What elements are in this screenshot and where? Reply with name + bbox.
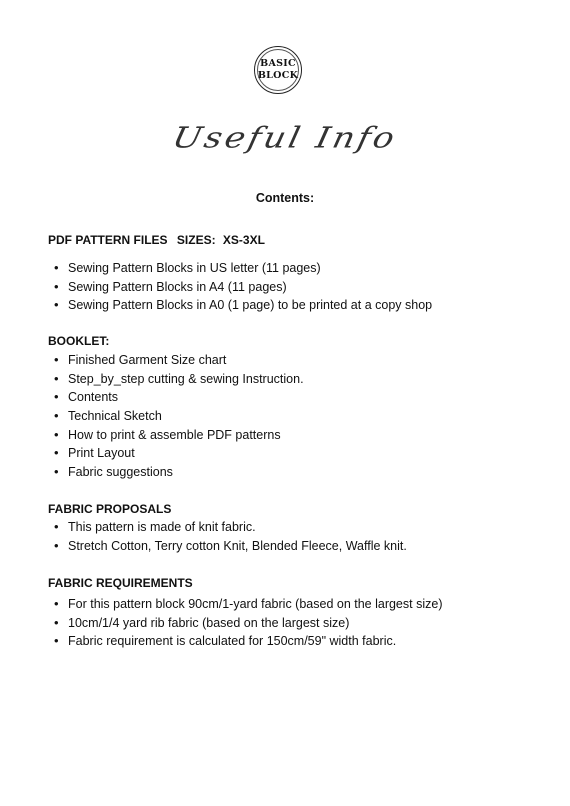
pdf-pattern-files-title: [48, 233, 265, 247]
booklet-list: [48, 351, 304, 482]
sizes-label: SIZES:: [176, 233, 216, 247]
script-heading: Useful Info: [169, 121, 401, 155]
script-heading-wrap: [0, 118, 570, 158]
list-item: • Technical Sketch: [48, 407, 304, 426]
list-item: • Finished Garment Size chart: [48, 351, 304, 370]
list-item: • Fabric suggestions: [48, 463, 304, 482]
list-item: • This pattern is made of knit fabric.: [48, 518, 407, 537]
list-item: • Contents: [48, 388, 304, 407]
sizes-value: XS-3XL: [222, 233, 265, 247]
list-item: • Print Layout: [48, 444, 304, 463]
pdf-section-label: PDF PATTERN FILES: [48, 233, 168, 247]
list-item: • For this pattern block 90cm/1-yard fabric (based on the largest size): [48, 595, 442, 614]
brand-logo: [254, 46, 302, 94]
list-item: • Sewing Pattern Blocks in US letter (11 pages): [48, 259, 432, 278]
list-item: • 10cm/1/4 yard rib fabric (based on the largest size): [48, 614, 442, 633]
logo-line-1: BASIC: [260, 58, 296, 69]
pdf-files-list: [48, 259, 432, 315]
list-item: • Fabric requirement is calculated for 150cm/59" width fabric.: [48, 632, 442, 651]
list-item: • Step_by_step cutting & sewing Instruction.: [48, 370, 304, 389]
logo-line-2: BLOCK: [257, 70, 299, 81]
fabric-proposals-title: FABRIC PROPOSALS: [48, 502, 172, 516]
list-item: • Stretch Cotton, Terry cotton Knit, Blended Fleece, Waffle knit.: [48, 537, 407, 556]
contents-heading: Contents:: [255, 191, 315, 205]
booklet-title: BOOKLET:: [48, 334, 110, 348]
list-item: • How to print & assemble PDF patterns: [48, 426, 304, 445]
fabric-requirements-title: FABRIC REQUIREMENTS: [48, 576, 193, 590]
fabric-requirements-list: [48, 595, 442, 651]
list-item: • Sewing Pattern Blocks in A0 (1 page) to be printed at a copy shop: [48, 296, 432, 315]
list-item: • Sewing Pattern Blocks in A4 (11 pages): [48, 278, 432, 297]
fabric-proposals-list: [48, 518, 407, 555]
